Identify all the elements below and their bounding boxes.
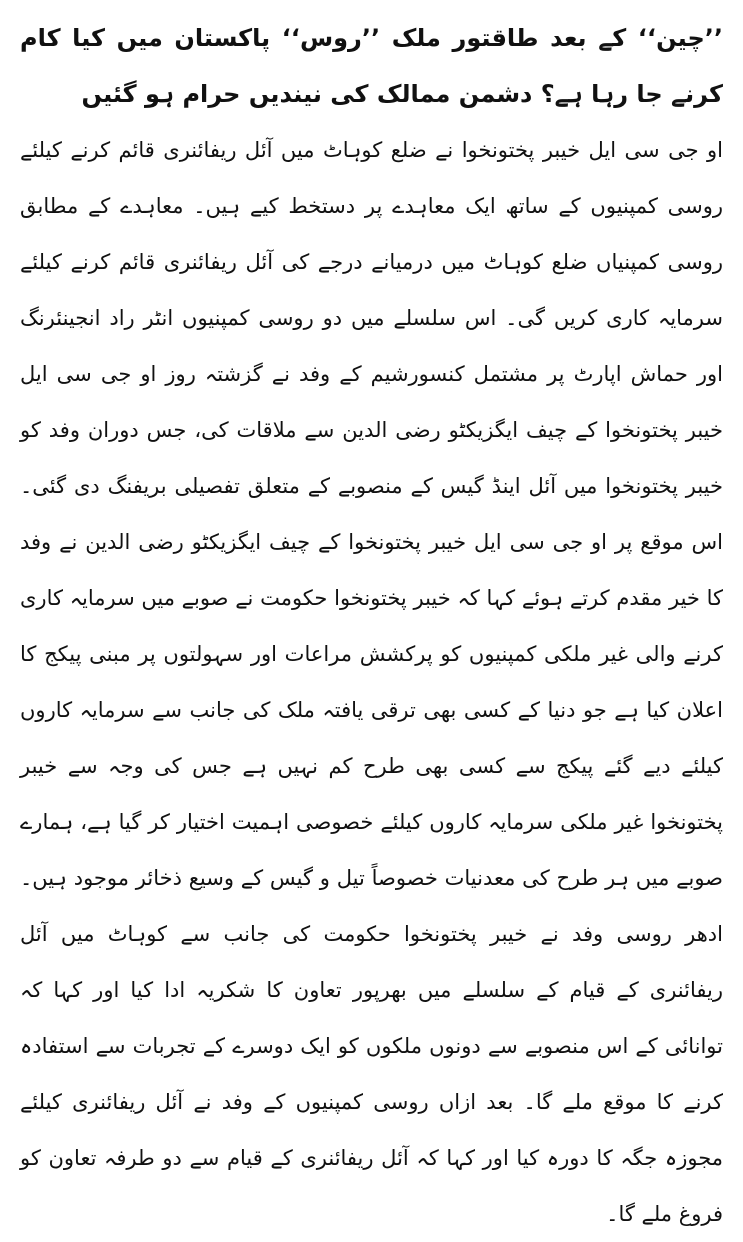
article-body: او جی سی ایل خیبر پختونخوا نے ضلع کوہاٹ میں آئل ریفائنری قائم کرنے کیلئے روسی کمپنیوں کے ساتھ ایک معاہدے پر دستخط کیے ہیں۔ معاہدے کے مطابق روسی کمپنیاں ضلع کوہاٹ میں درمیانے درجے کی آئل ریفائنری قائم کرنے کیلئے سرمایہ کاری کریں گی۔ اس سلسلے میں دو روسی کمپنیوں انٹر راد انجینئرنگ اور حماش اپارٹ پر مشتمل کنسورشیم کے وفد نے گزشتہ روز او جی سی ایل خیبر پختونخوا کے چیف ایگزیکٹو رضی الدین سے ملاقات کی، جس دوران وفد کو خیبر پختونخوا میں آئل اینڈ گیس کے منصوبے کے متعلق تفصیلی بریفنگ دی گئی۔ اس موقع پر او جی سی ایل خیبر پختونخوا کے چیف ایگزیکٹو رضی الدین نے وفد کا خیر مقدم کرتے ہوئے کہا کہ خیبر پختونخوا حکومت نے صوبے میں سرمایہ کاری کرنے والی غیر ملکی کمپنیوں کو پرکشش مراعات اور سہولتوں پر مبنی پیکج کا اعلان کیا ہے جو دنیا کے کسی بھی ترقی یافتہ ملک کی جانب سے سرمایہ کاروں کیلئے دیے گئے پیکج سے کسی بھی طرح کم نہیں ہے جس کی وجہ سے خیبر پختونخوا غیر ملکی سرمایہ کاروں کیلئے خصوصی اہمیت اختیار کر گیا ہے، ہمارے صوبے میں ہر طرح کی معدنیات خصوصاً تیل و گیس کے وسیع ذخائر موجود ہیں۔ ادھر روسی وفد نے خیبر پختونخوا حکومت کی جانب سے کوہاٹ میں آئل ریفائنری کے قیام کے سلسلے میں بھرپور تعاون کا شکریہ ادا کیا اور کہا کہ توانائی کے اس منصوبے سے دونوں ملکوں کو ایک دوسرے کے تجربات سے استفادہ کرنے کا موقع ملے گا۔ بعد ازاں روسی کمپنیوں کے وفد نے آئل ریفائنری کیلئے مجوزہ جگہ کا دورہ کیا اور کہا کہ آئل ریفائنری کے قیام سے دو طرفہ تعاون کو فروغ ملے گا۔ <box>20 138 723 1226</box>
article-headline: ’’چین‘‘ کے بعد طاقتور ملک ’’روس‘‘ پاکستان میں کیا کام کرنے جا رہا ہے؟ دشمن ممالک کی نیندیں حرام ہو گئیں <box>20 24 723 108</box>
